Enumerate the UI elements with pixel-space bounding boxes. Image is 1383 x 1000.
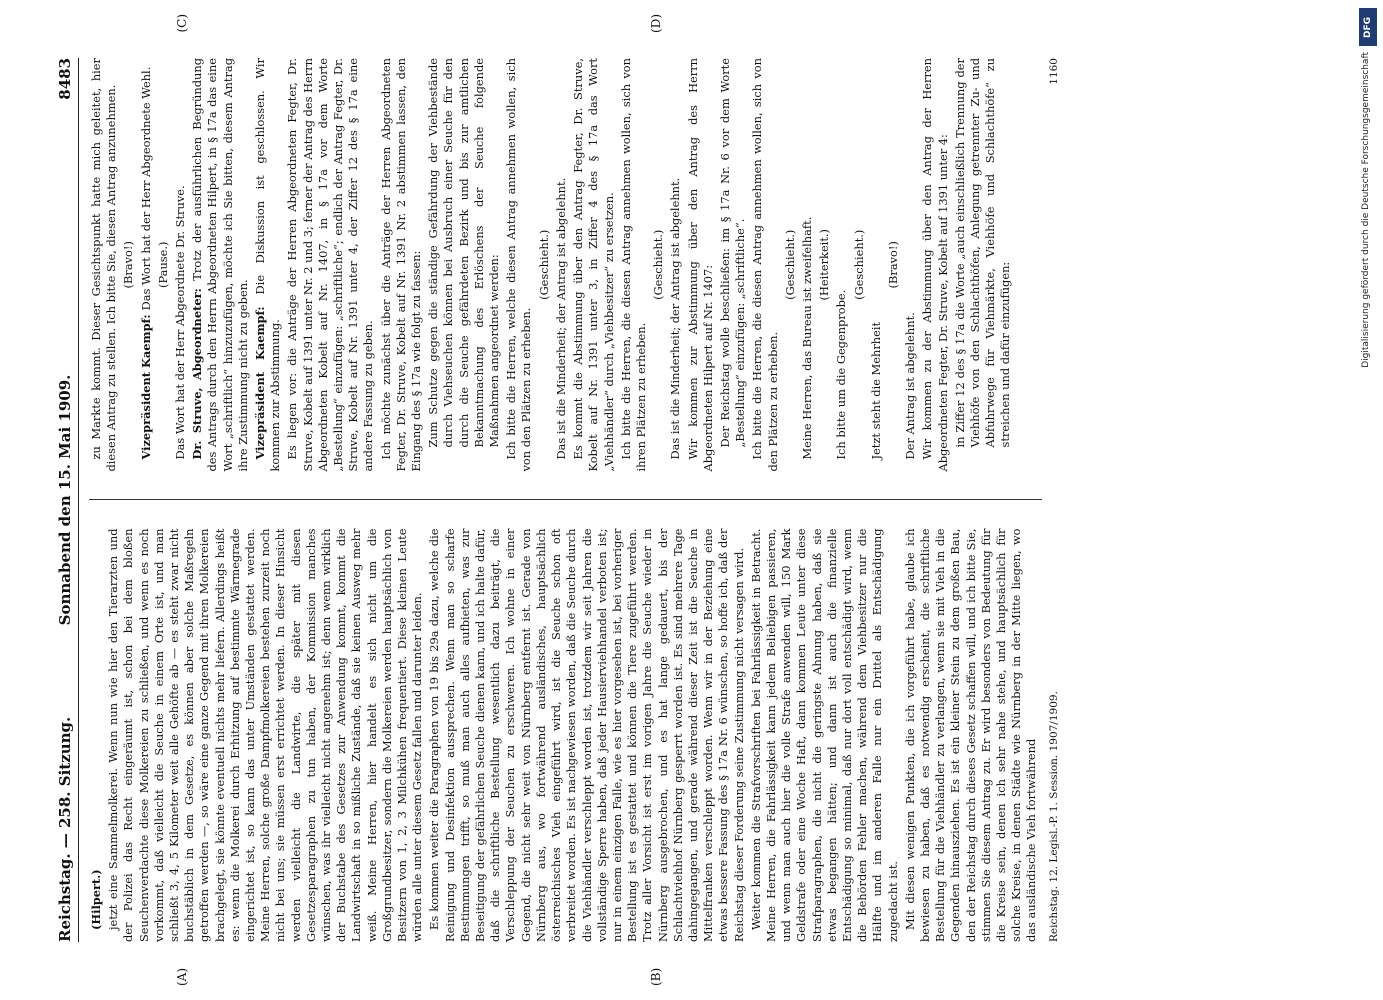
paragraph xyxy=(834,58,849,472)
paragraph xyxy=(750,58,780,472)
dfg-sidebar xyxy=(1355,0,1383,1000)
speaker-name: Vizepräsident Kaempf: xyxy=(253,294,268,460)
paragraph-text: Ich möchte zunächst über die Anträge der Herren Abgeordneten Fegter, Dr. Struve, Kobelt auf Nr. 1391 Nr. 2 abstimmen lassen, den Eingang des § 17a wie folgt zu fassen: xyxy=(378,58,424,472)
left-column xyxy=(89,529,1042,943)
dfg-logo: DFG xyxy=(1359,8,1377,46)
paragraph xyxy=(89,58,119,472)
paragraph xyxy=(619,58,649,472)
interjection: (Heiterkeit.) xyxy=(817,229,832,301)
paragraph-text: Es kommt die Abstimmung über den Antrag Fegter, Dr. Struve, Kobelt auf Nr. 1391 unter 3, in Ziffer 4 des § 17a das Wort „Viehhändler“ durch „Viehbesitzer“ zu ersetzen. xyxy=(571,58,616,472)
paragraph-text: Das ist die Minderheit; der Antrag ist abgelehnt. xyxy=(668,177,683,460)
margin-label-a: (A) xyxy=(175,967,189,986)
quoted-motion: Zum Schutze gegen die ständige Gefährdung der Viehbestände durch Viehseuchen können bei Ausbruch einer Seuche für den durch die Seuche gefährdeten Bezirk und bis zur amtlichen Bekanntmachung des Erlöschens der Seuche folgende Maßnahmen angeordnet werden: xyxy=(426,58,502,448)
paragraph-text: Jetzt steht die Mehrheit xyxy=(868,321,883,460)
paragraph xyxy=(89,529,104,943)
paragraph-text: jetzt eine Sammelmolkerei. Wenn nun wie hier den Tierarzten und der Polizei das Recht eingeräumt ist, schon bei dem bloßen Seuchenverdachte diese Molkereien zu schließen, und wenn es noch vorkommt, daß vielleicht die Seuche in einem Orte ist, und man schließt 3, 4, 5 Kilometer weit alle Gehöfte ab — es steht zwar nicht buchstäblich in dem Gesetze, es können aber solche Maßregeln getroffen werden —, so wäre eine ganze Gegend mit ihren Molkereien brachgelegt, sie könnte eventuell nichts mehr liefern. Allerdings heißt es: wenn die Molkerei durch Erhitzung auf bestimmte Wärmegrade eingerichtet ist, so kann das unter Umständen gestattet werden. Meine Herren, solche große Dampfmolkereien bestehen zurzeit noch nicht bei uns; sie müssen erst errichtet werden. In dieser Hinsicht werden vielleicht die Landwirte, die später mit diesen Gesetzesparagraphen zu tun haben, der Kommission manches wünschen, was ihr vielleicht nicht angenehm ist; denn wenn wirklich der Buchstabe des Gesetzes zur Anwendung kommt, kommt die Landwirtschaft in so mißliche Zustände, daß sie keinen Ausweg mehr weiß. Meine Herren, hier handelt es sich nicht um die Großgrundbesitzer, sondern die Molkereien werden hauptsächlich von Besitzern von 1, 2, 3 Milchkühen frequentiert. Diese kleinen Leute würden alle unter diesem Gesetz fallen und darunter leiden. xyxy=(106,528,425,942)
right-column xyxy=(89,58,1042,472)
text-columns xyxy=(89,14,1042,986)
paragraph-text: Es kommen weiter die Paragraphen von 19 bis 29a dazu, welche die Reinigung und Desinfektion aussprechen. Wenn man so scharfe Bestimmungen trifft, so muß man auch alles aufbieten, was zur Beseitigung der gefährlichen Seuche dienen kann, und ich halte dafür, daß die schriftliche Bestellung wesentlich dazu beiträgt, die Verschleppung der Seuchen zu erschweren. Ich wohne in einer Gegend, die nicht sehr weit von Nürnberg entfernt ist. Gerade von Nürnberg aus, wo fortwährend ausländisches, hauptsächlich österreichisches Vieh eingeführt wird, ist die Seuche schon oft verbreitet worden. Es ist nachgewiesen worden, daß die Seuche durch die Viehhändler verschleppt worden ist, trotzdem wir seit Jahren die vollständige Sperre haben, daß jeder Hausierviehhandel verboten ist; nur in einem einzigen Falle, wie es hier vorgesehen ist, bei vorheriger Bestellung ist es gestattet und können die Tiere zugeführt werden. Trotz aller Vorsicht ist erst im vorigen Jahre die Seuche wieder in Nürnberg ausgebrochen, und es hat lange gedauert, bis der Schlachtviehhof Nürnberg gesperrt worden ist. Es sind mehrere Tage dahingegangen, und gerade während dieser Zeit ist die Seuche in Mittelfranken verschleppt worden. Wenn wir in der Beziehung eine etwas bessere Fassung des § 17a Nr. 6 wünschen, so hoffe ich, daß der Reichstag dieser Forderung seine Zustimmung nicht versagen wird. xyxy=(427,528,746,942)
interjection: (Pause.) xyxy=(155,241,170,288)
paragraph-text: Trotz der ausführlichen Begründung des Antrags durch den Herrn Abgeordneten Hilpert, in § 17a das eine Wort „schriftlich“ hinzuzufügen, möchte ich Sie bitten, diesem Antrag ihre Zustimmung nicht zu geben. xyxy=(190,58,250,472)
page-number: 8483 xyxy=(56,57,74,100)
interjection: (Bravo!) xyxy=(885,241,900,289)
paragraph xyxy=(427,529,746,943)
funding-note: Digitalisierung gefördert durch die Deutsche Forschungsgemeinschaft xyxy=(1361,52,1371,368)
interjection: (Geschieht.) xyxy=(851,229,866,300)
paragraph xyxy=(173,58,188,472)
interjection: (Geschieht.) xyxy=(782,229,797,300)
paragraph-text: Es liegen vor: die Anträge der Herren Abgeordneten Fegter, Dr. Struve, Kobelt auf 1391 unter Nr. 2 und 3; ferner der Antrag des Herrn Abgeordneten Kobelt auf Nr. 1407, in § 17a vor dem Worte „Bestellung“ einzufügen: „schriftliche“; endlich der Antrag Fegter, Dr. Struve, Kobelt auf Nr. 1391 unter 4, der Ziffer 12 des § 17a eine andere Fassung zu geben. xyxy=(285,58,376,472)
margin-label-d: (D) xyxy=(649,14,663,33)
speaker-name: (Hilpert.) xyxy=(89,869,103,930)
interjection: (Bravo!) xyxy=(121,241,136,289)
paragraph-text: Ich bitte die Herren, die diesen Antrag annehmen wollen, sich von ihren Plätzen zu erheben. xyxy=(618,58,648,472)
column-divider xyxy=(89,500,1042,501)
paragraph-text: Der Antrag ist abgelehnt. xyxy=(903,312,918,460)
paragraph xyxy=(139,58,154,472)
paragraph-text: Wir kommen zu der Abstimmung über den Antrag der Herren Abgeordneten Fegter, Dr. Struve, Kobelt auf 1391 unter 4: xyxy=(920,58,950,472)
paragraph xyxy=(106,529,425,943)
paragraph xyxy=(903,529,1040,943)
paragraph-text: Ich bitte die Herren, die diesen Antrag annehmen wollen, sich von den Plätzen zu erheben. xyxy=(750,58,780,472)
page-header xyxy=(56,58,79,942)
paragraph-text: zu Markte kommt. Dieser Gesichtspunkt hatte mich geleitet, hier diesen Antrag zu stellen. Ich bitte Sie, diesen Antrag anzunehmen. xyxy=(89,58,119,472)
speaker-name: Dr. Struve, Abgeordneter: xyxy=(190,280,205,460)
paragraph xyxy=(504,58,534,472)
paragraph-text: Das Wort hat der Herr Abgeordnete Wehl. xyxy=(138,66,153,311)
paragraph xyxy=(869,58,884,472)
paragraph xyxy=(554,58,569,472)
footer-number: 1160 xyxy=(1047,58,1060,85)
speaker-name: Vizepräsident Kaempf: xyxy=(138,310,153,460)
paragraph xyxy=(800,58,815,472)
margin-label-b: (B) xyxy=(649,967,663,986)
footer-source: Reichstag. 12. Legisl.-P. 1. Session. 1907/1909. xyxy=(1047,691,1060,942)
paragraph xyxy=(920,58,950,472)
paragraph-text: Ich bitte die Herren, welche diesen Antrag annehmen wollen, sich von den Plätzen zu erheben. xyxy=(504,58,534,472)
header-left: Reichstag. — 258. Sitzung. xyxy=(56,716,74,942)
paragraph-text: Wir kommen zur Abstimmung über den Antrag des Herrn Abgeordneten Hilpert auf Nr. 1407: xyxy=(685,58,715,472)
paragraph xyxy=(253,58,283,472)
paragraph-text: Mit diesen wenigen Punkten, die ich vorgeführt habe, glaube ich bewiesen zu haben, daß es notwendig erscheint, die schriftliche Bestellung für die Viehhändler zu verlangen, wenn sie mit Vieh in die Gegenden hinausziehen. Es ist ein kleiner Stein zu dem großen Bau, den der Reichstag durch dieses Gesetz schaffen will, und ich bitte Sie, stimmen Sie diesem Antrag zu. Er wird besonders von Bedeutung für die Kreise sein, denen ich sehr nahe stehe, und hauptsächlich für solche Kreise, in denen Städte wie Nürnberg in der Mitte liegen, wo das ausländische Vieh fortwährend xyxy=(902,528,1039,942)
paragraph-text: Die Diskussion ist geschlossen. Wir kommen zur Abstimmung. xyxy=(253,58,283,472)
paragraph xyxy=(686,58,716,472)
paragraph-text: Meine Herren, das Bureau ist zweifelhaft. xyxy=(799,216,814,460)
quoted-motion: Der Reichstag wolle beschließen: im § 17a Nr. 6 vor dem Worte „Bestellung“ einzufügen: „schriftliche“. xyxy=(717,58,748,448)
paragraph xyxy=(571,58,617,472)
paragraph-text: Das Wort hat der Herr Abgeordnete Dr. Struve. xyxy=(173,185,188,460)
quoted-motion: in Ziffer 12 des § 17a die Worte „auch einschließlich Trennung der Viehhöfe von den Schlachthöfen, Anlegung getrennter Zu- und Abfuhrwege für Viehmärkte, Viehhöfe und Schlachthöfe“ zu streichen und dafür einzufügen: xyxy=(952,58,1013,448)
paragraph xyxy=(190,58,251,472)
page-footer xyxy=(1048,58,1060,942)
header-date: Sonnabend den 15. Mai 1909. xyxy=(56,374,74,626)
paragraph-text: Weiter kommen die Strafvorschriften bei Fahrlässigkeit in Betracht. Meine Herren, die Fahrlässigkeit kann jedem Beliebigen passieren, und wenn man auch hier die volle Strafe anwenden will, 150 Mark Geldstrafe oder eine Woche Haft, dann kommen Leute unter diese Strafparagraphen, die nicht die geringste Ahnung haben, daß sie etwas begangen hätten; und dann ist auch die finanzielle Entschädigung so minimal, daß nur dort voll entschädigt wird, wenn die Behörden Fehler machen, während dem Viehbesitzer nur die Hälfte und im anderen Falle nur ein Drittel als Entschädigung zugedacht ist. xyxy=(748,528,900,942)
paragraph xyxy=(668,58,683,472)
paragraph xyxy=(379,58,425,472)
paragraph xyxy=(903,58,918,472)
interjection: (Geschieht.) xyxy=(651,229,666,300)
paragraph xyxy=(285,58,376,472)
paragraph-text: Das ist die Minderheit; der Antrag ist abgelehnt. xyxy=(553,177,568,460)
interjection: (Geschieht.) xyxy=(536,229,551,300)
margin-label-c: (C) xyxy=(175,14,189,33)
paragraph-text: Ich bitte um die Gegenprobe. xyxy=(834,289,849,460)
paragraph xyxy=(749,529,901,943)
